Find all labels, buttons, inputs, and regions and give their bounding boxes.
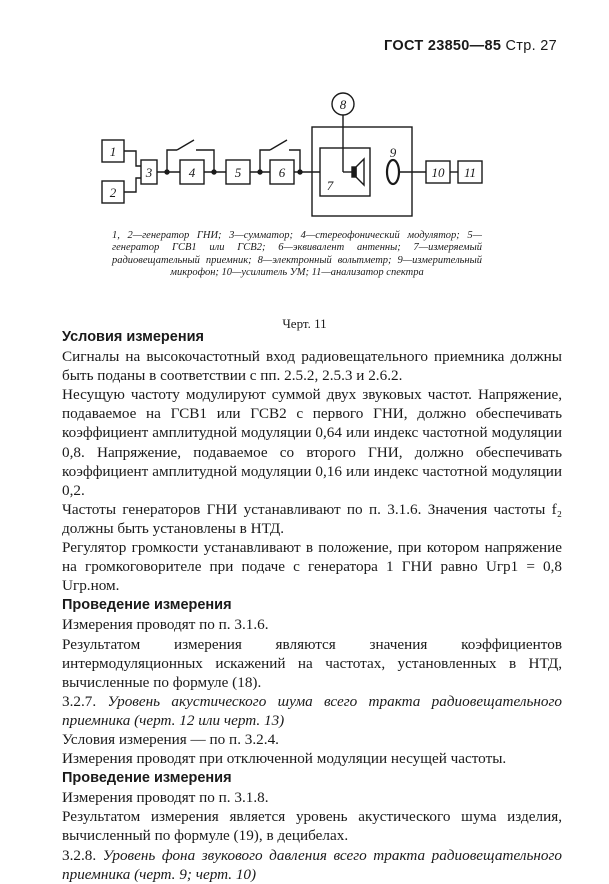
subsection-title [62, 846, 562, 884]
standard-number: ГОСТ 23850—85 [384, 38, 502, 54]
page-number: Стр. 27 [505, 38, 557, 54]
figure-legend: 1, 2—генератор ГНИ; 3—сумматор; 4—стереофонический модулятор; 5—генератор ГСВ1 или ГСВ2; 6—эквивалент антенны; 7—измеряемый радиовещательный приемник; 8—электронный вольтметр; 9—измерительный микрофон; 10—усилитель УМ; 11—анализатор спектра [112, 230, 482, 278]
paragraph: Регулятор громкости устанавливают в положение, при котором напряжение на громкоговорителе при подаче с генератора 1 ГНИ равно Uгр1 = 0,8 Uгр.ном. [62, 539, 562, 595]
paragraph: Измерения проводят по п. 3.1.8. [62, 789, 269, 807]
paragraph: Измерения проводят при отключенной модуляции несущей частоты. [62, 750, 507, 768]
bypass-5-7 [260, 150, 270, 172]
switch-1 [177, 140, 194, 150]
block-6-label: 6 [278, 165, 286, 180]
subsection-number: 3.2.7. [62, 692, 97, 710]
bypass-3-5 [167, 150, 177, 172]
block-diagram [0, 0, 609, 230]
paragraph: Измерения проводят по п. 3.1.6. [62, 616, 269, 634]
block-3-label: 3 [145, 165, 153, 180]
subsection-number: 3.2.8. [62, 846, 97, 864]
switch-2 [270, 140, 287, 150]
block-7-label: 7 [326, 178, 334, 193]
bypass-3-5b [196, 150, 214, 172]
block-9 [387, 160, 399, 184]
enclosure [312, 127, 412, 216]
section-heading: Условия измерения [62, 329, 204, 345]
paragraph: Результатом измерения являются значения коэффициентов интермодуляционных искажений на частотах, установленных в НТД, вычисленные по формуле (18). [62, 635, 562, 691]
block-4-label: 4 [188, 165, 196, 180]
section-heading: Проведение измерения [62, 770, 232, 787]
speaker-cone [356, 159, 364, 185]
paragraph: Частоты генераторов ГНИ устанавливают по п. 3.1.6. Значения частоты f₂ должны быть установлены в НТД. [62, 500, 562, 537]
wire-2-3 [124, 178, 141, 192]
section-heading: Проведение измерения [62, 597, 232, 614]
block-5-label: 5 [234, 165, 242, 180]
figure-caption: Черт. 11 [282, 316, 327, 331]
subsection-heading: Уровень фона звукового давления всего тракта радиовещательного приемника (черт. 9; черт. 10) [62, 846, 562, 883]
paragraph: Результатом измерения является уровень акустического шума изделия, вычисленный по формуле (19), в децибелах. [62, 808, 562, 845]
block-11-label: 11 [463, 165, 477, 180]
paragraph: Несущую частоту модулируют суммой двух звуковых частот. Напряжение, подаваемое на ГСВ1 или ГСВ2 с первого ГНИ, должно обеспечивать коэффициент амплитудной модуляции 0,64 или индекс частотной модуляции 0,8. Напряжение, подаваемое со второго ГНИ, должно обеспечивать коэффициент амплитудной модуляции 0,16 или индекс частотной модуляции 0,2. [62, 386, 562, 499]
subsection-heading: Уровень акустического шума всего тракта радиовещательного приемника (черт. 12 или черт. 13) [62, 692, 563, 729]
wire-1-3 [124, 151, 141, 166]
block-2-label: 2 [109, 185, 117, 200]
paragraph: Условия измерения — по п. 3.2.4. [62, 730, 279, 748]
block-1-label: 1 [109, 144, 117, 159]
subsection-title [62, 692, 562, 730]
block-10-label: 10 [431, 165, 445, 180]
block-8-label: 8 [339, 97, 347, 112]
paragraph: Сигналы на высокочастотный вход радиовещательного приемника должны быть поданы в соответствии с пп. 2.5.2, 2.5.3 и 2.6.2. [62, 348, 562, 385]
body-text [62, 328, 562, 884]
block-9-label: 9 [389, 145, 397, 160]
